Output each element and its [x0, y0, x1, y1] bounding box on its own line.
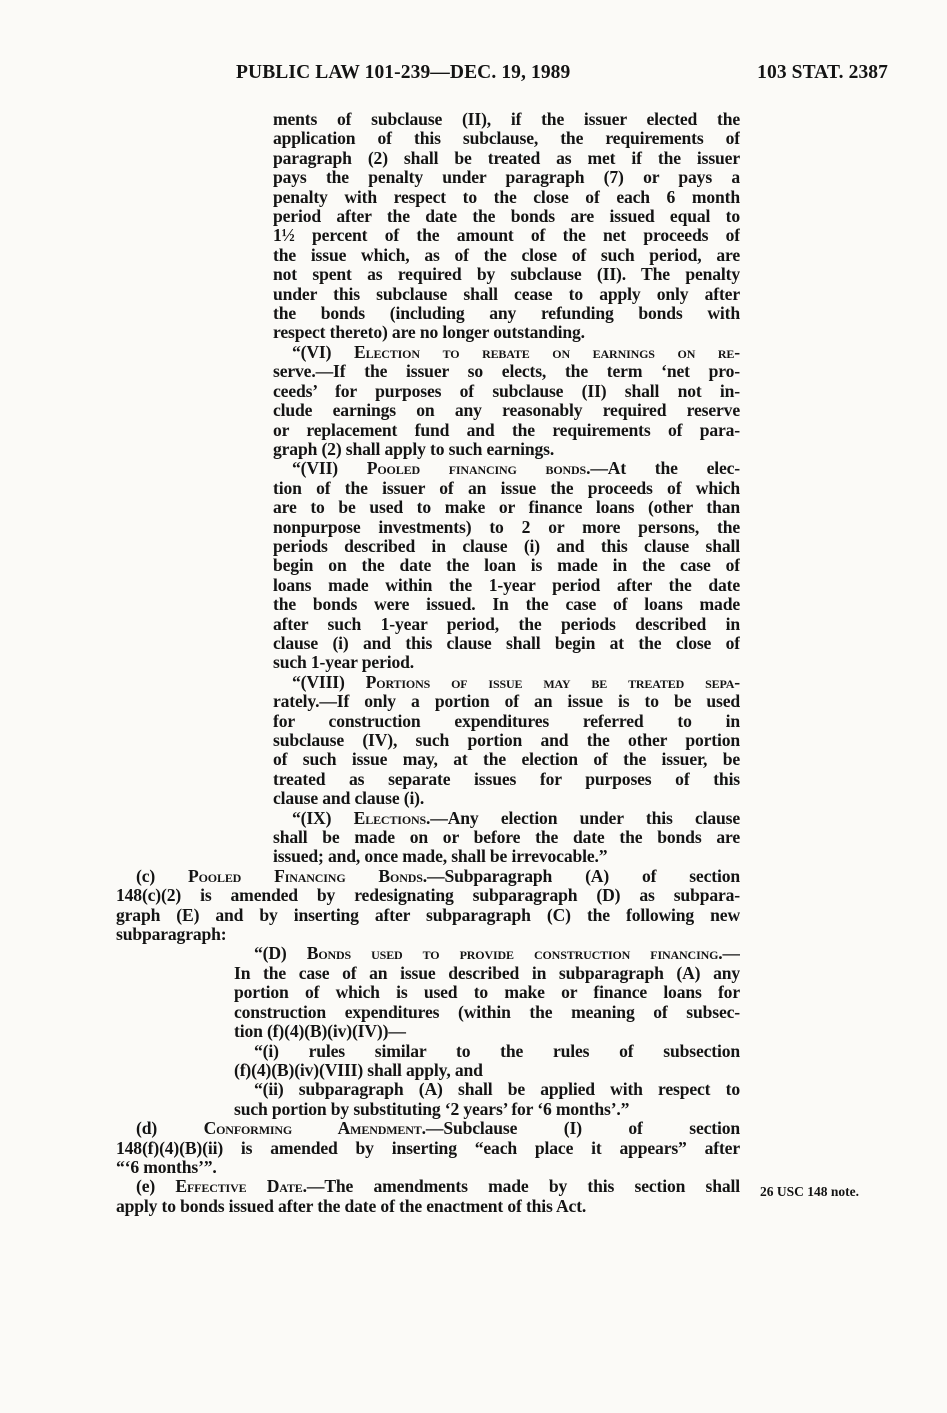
text-line: shall be made on or before the date the bonds are	[273, 828, 740, 848]
text-line: penalty with respect to the close of each 6 month	[273, 187, 740, 207]
text-line: such portion by substituting ‘2 years’ for ‘6 months’.”	[234, 1099, 630, 1119]
text-line: issued; and, once made, shall be irrevocable.”	[273, 847, 608, 867]
text-line: pays the penalty under paragraph (7) or pays a	[273, 168, 740, 188]
text-line: clause (i) and this clause shall begin at the close of	[273, 633, 740, 653]
text-line: respect thereto) are no longer outstanding.	[273, 323, 585, 343]
text-line: not spent as required by subclause (II). The penalty	[273, 265, 740, 285]
text-line: loans made within the 1-year period after the date	[273, 575, 740, 595]
text-line: “(VIII) Portions of issue may be treated sepa-	[292, 672, 740, 692]
text-line: serve.—If the issuer so elects, the term ‘net pro-	[273, 362, 740, 382]
text-line: In the case of an issue described in subparagraph (A) any	[234, 963, 740, 983]
text-line: for construction expenditures referred to in	[273, 711, 740, 731]
text-line: tion of the issuer of an issue the proceeds of which	[273, 478, 740, 498]
text-line: ceeds’ for purposes of subclause (II) shall not in-	[273, 381, 740, 401]
text-line: 148(f)(4)(B)(ii) is amended by inserting “each place it appears” after	[116, 1138, 740, 1158]
text-line: apply to bonds issued after the date of the enactment of this Act.	[116, 1196, 587, 1216]
text-line: nonpurpose investments) to 2 or more persons, the	[273, 517, 740, 537]
text-line: “(D) Bonds used to provide construction financing.—	[254, 944, 740, 964]
text-line: (d) Conforming Amendment.—Subclause (I) of section	[136, 1119, 740, 1139]
header-right: 103 STAT. 2387	[757, 62, 888, 83]
text-line: subparagraph:	[116, 925, 227, 945]
text-line: clude earnings on any reasonably required reserve	[273, 401, 740, 421]
text-line: application of this subclause, the requirements of	[273, 129, 740, 149]
text-line: the bonds (including any refunding bonds with	[273, 304, 740, 324]
text-line: such 1-year period.	[273, 653, 414, 673]
text-line: “(IX) Elections.—Any election under this clause	[292, 808, 740, 828]
text-line: tion (f)(4)(B)(iv)(IV))—	[234, 1022, 406, 1042]
text-line: period after the date the bonds are issued equal to	[273, 207, 740, 227]
text-line: “(i) rules similar to the rules of subsection	[254, 1041, 740, 1061]
text-line: “(ii) subparagraph (A) shall be applied with respect to	[254, 1080, 740, 1100]
text-line: paragraph (2) shall be treated as met if the issuer	[273, 148, 740, 168]
text-line: “(VII) Pooled financing bonds.—At the elec-	[292, 459, 740, 479]
text-line: graph (E) and by inserting after subparagraph (C) the following new	[116, 905, 740, 925]
text-line: ments of subclause (II), if the issuer elected the	[273, 110, 740, 129]
text-line: the issue which, as of the close of such period, are	[273, 245, 740, 265]
text-line: 1½ percent of the amount of the net proceeds of	[273, 226, 740, 246]
text-line: “‘6 months’”.	[116, 1157, 217, 1177]
page-header	[236, 62, 888, 92]
header-left: PUBLIC LAW 101-239—DEC. 19, 1989	[236, 62, 571, 83]
text-line: are to be used to make or finance loans (other than	[273, 498, 740, 518]
text-line: (e) Effective Date.—The amendments made by this section shall	[136, 1177, 740, 1197]
text-line: under this subclause shall cease to apply only after	[273, 284, 740, 304]
statute-text	[116, 110, 740, 1216]
text-line: graph (2) shall apply to such earnings.	[273, 439, 555, 459]
text-line: or replacement fund and the requirements of para-	[273, 420, 740, 440]
text-line: subclause (IV), such portion and the other portion	[273, 731, 740, 750]
margin-note: 26 USC 148 note.	[760, 1184, 860, 1199]
text-line: 148(c)(2) is amended by redesignating subparagraph (D) as subpara-	[116, 886, 740, 906]
text-line: rately.—If only a portion of an issue is to be used	[273, 692, 740, 712]
text-line: clause and clause (i).	[273, 789, 425, 809]
text-line: begin on the date the loan is made in the case of	[273, 556, 740, 576]
text-line: treated as separate issues for purposes of this	[273, 769, 740, 789]
text-line: portion of which is used to make or finance loans for	[234, 983, 740, 1003]
text-line: of such issue may, at the election of the issuer, be	[273, 750, 740, 770]
text-line: the bonds were issued. In the case of loans made	[273, 595, 740, 615]
text-line: (c) Pooled Financing Bonds.—Subparagraph (A) of section	[136, 866, 740, 886]
text-line: after such 1-year period, the periods described in	[273, 614, 740, 634]
text-line: construction expenditures (within the meaning of subsec-	[234, 1002, 740, 1022]
text-line: periods described in clause (i) and this clause shall	[273, 536, 740, 556]
text-line: (f)(4)(B)(iv)(VIII) shall apply, and	[234, 1060, 483, 1080]
text-line: “(VI) Election to rebate on earnings on re-	[292, 342, 740, 362]
